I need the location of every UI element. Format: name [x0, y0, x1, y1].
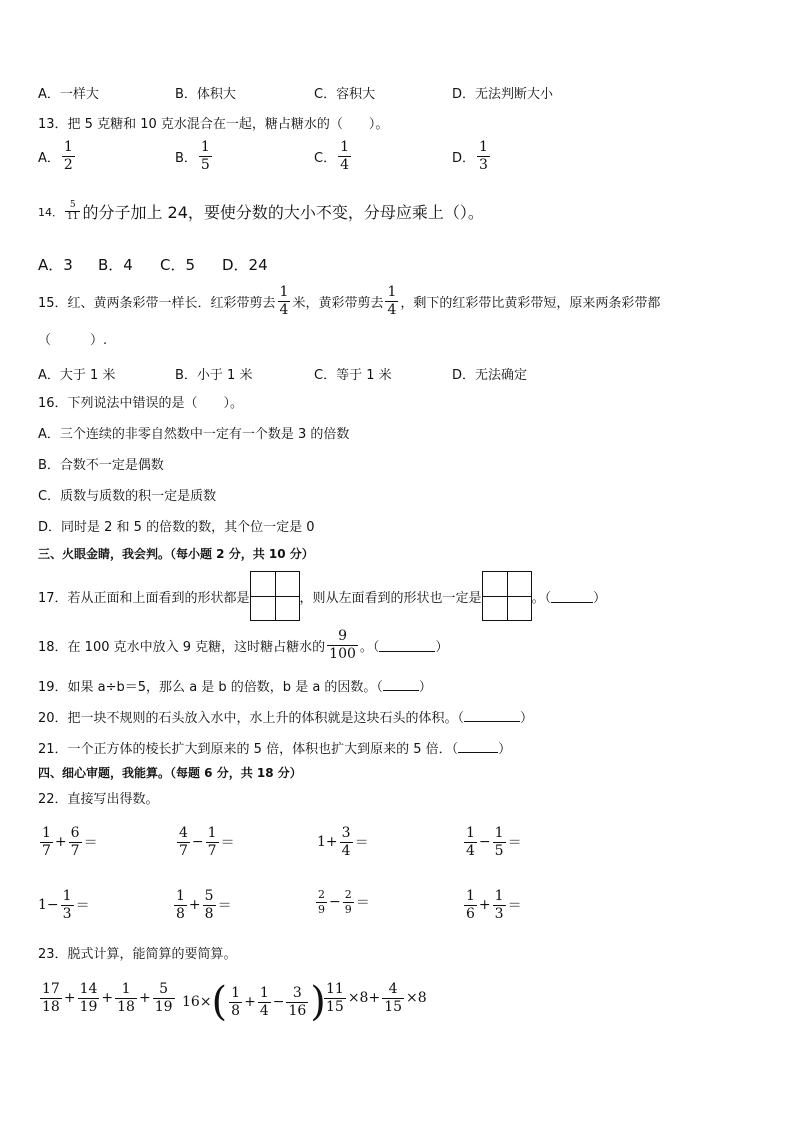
answer-blank[interactable] [379, 639, 435, 652]
q22-r1-item-1: 1 7 + $\frac{6}{7}$ ＝ [42, 825, 98, 859]
q22-r1-item-4: 1 4 − $\frac{1}{5}$ ＝ [466, 825, 522, 859]
fraction: $\frac{11}{15}$ [326, 981, 344, 1015]
fraction: $\frac{3}{16}$ [288, 984, 307, 1019]
answer-blank[interactable] [464, 709, 520, 722]
fraction: $\frac{14}{19}$ [79, 981, 98, 1015]
fraction: $\frac{4}{15}$ [384, 981, 403, 1015]
fraction: $\frac{1}{3}$ [62, 888, 72, 922]
q12-option-a: A．一样大 [38, 87, 99, 102]
q23-expr-3: $\frac{11}{15}$ ×8+ $\frac{4}{15}$ ×8 [326, 981, 427, 1015]
fraction: $\frac{1}{7}$ [207, 825, 217, 859]
answer-blank[interactable] [458, 740, 498, 753]
q16-option-d: D．同时是 2 和 5 的倍数的数，其个位一定是 0 [38, 520, 315, 535]
q17-stem: 17．若从正面和上面看到的形状都是 ，则从左面看到的形状也一定是 。（ ） [38, 571, 606, 621]
fraction: 2 9 [318, 888, 325, 916]
fraction: $\frac{5}{8}$ [204, 888, 214, 922]
q15-option-a: A．大于 1 米 [38, 368, 116, 383]
q15-stem: 15．红、黄两条彩带一样长．红彩带剪去 1 4 米，黄彩带剪去 1 4 ，剩下的红彩带比黄彩带短，原来两条彩带都 [38, 284, 661, 318]
fraction: 1 4 [387, 284, 397, 318]
q14-option-b: B．4 [98, 256, 133, 274]
fraction: 1 3 [479, 139, 488, 173]
q14-stem: 14． 5 11 的分子加上 24，要使分数的大小不变，分母应乘上（）。 [38, 199, 484, 222]
fraction: $\frac{6}{7}$ [70, 825, 80, 859]
q23-expr-2: 16× ( 1 8 + $\frac{1}{4}$ − $\frac{3}{16}$ ) [182, 979, 326, 1025]
q16-option-a: A．三个连续的非零自然数中一定有一个数是 3 的倍数 [38, 427, 350, 442]
q22-r1-item-3: 1+ $\frac{3}{4}$ ＝ [317, 825, 369, 859]
fraction: $\frac{2}{9}$ [344, 888, 352, 916]
q23-stem: 23．脱式计算，能简算的要简算。 [38, 947, 237, 962]
q14-option-c: C．5 [160, 256, 196, 274]
q13-option-c: C． 1 4 [314, 139, 349, 173]
q16-stem: 16．下列说法中错误的是（ ）。 [38, 396, 244, 411]
answer-blank[interactable] [551, 590, 593, 603]
q12-option-b: B．体积大 [175, 87, 236, 102]
q16-option-c: C．质数与质数的积一定是质数 [38, 489, 217, 504]
q13-option-a: A． 1 2 [38, 139, 73, 173]
grid-figure-1 [250, 571, 300, 621]
q18-stem: 18．在 100 克水中放入 9 克糖，这时糖占糖水的 9 100 。（ ） [38, 628, 449, 662]
fraction: $\frac{5}{19}$ [154, 981, 173, 1015]
q22-r2-item-3: 2 9 − $\frac{2}{9}$ ＝ [318, 888, 370, 916]
q20-stem: 20．把一块不规则的石头放入水中，水上升的体积就是这块石头的体积。（ ） [38, 711, 534, 726]
fraction: 1 8 [176, 888, 185, 922]
fraction: 1 4 [279, 284, 289, 318]
fraction: 1 2 [63, 139, 73, 173]
q16-option-b: B．合数不一定是偶数 [38, 458, 164, 473]
q22-r2-item-2: 1 8 + $\frac{5}{8}$ ＝ [176, 888, 232, 922]
q23-expr-1: 17 18 + $\frac{14}{19}$ + $\frac{1}{18}$ + $\frac{5}{19}$ [42, 981, 173, 1015]
q22-r1-item-2: 4 7 − $\frac{1}{7}$ ＝ [179, 825, 235, 859]
fraction: $\frac{1}{4}$ [259, 984, 269, 1019]
fraction: 1 4 [340, 139, 349, 173]
answer-blank[interactable] [383, 678, 419, 691]
grid-figure-2 [482, 571, 532, 621]
section-3-heading: 三、火眼金睛，我会判。（每小题 2 分，共 10 分） [38, 547, 314, 561]
q22-stem: 22．直接写出得数。 [38, 792, 159, 807]
right-paren: ) [310, 979, 326, 1025]
fraction: 17 18 [42, 981, 60, 1015]
q14-option-d: D．24 [222, 256, 268, 274]
q22-r2-item-4: 1 6 + $\frac{1}{3}$ ＝ [466, 888, 522, 922]
fraction: $\frac{3}{4}$ [341, 825, 351, 859]
q12-option-d: D．无法判断大小 [452, 87, 554, 102]
fraction: 5 11 [67, 199, 79, 222]
q13-option-b: B． 1 5 [175, 139, 210, 173]
q15-option-b: B．小于 1 米 [175, 368, 253, 383]
q12-option-c: C．容积大 [314, 87, 376, 102]
q19-stem: 19．如果 a÷b＝5，那么 a 是 b 的倍数，b 是 a 的因数。（ ） [38, 680, 432, 695]
q22-r2-item-1: 1− $\frac{1}{3}$ ＝ [38, 888, 90, 922]
q13-option-d: D． 1 3 [452, 139, 488, 173]
fraction: $\frac{1}{3}$ [494, 888, 504, 922]
fraction: $\frac{1}{5}$ [494, 825, 504, 859]
q14-option-a: A．3 [38, 256, 73, 274]
q13-stem: 13．把 5 克糖和 10 克水混合在一起，糖占糖水的（ ）。 [38, 117, 389, 132]
q21-stem: 21．一个正方体的棱长扩大到原来的 5 倍，体积也扩大到原来的 5 倍．（ ） [38, 742, 512, 757]
fraction: 1 5 [200, 139, 210, 173]
fraction: 1 7 [42, 825, 51, 859]
fraction: 4 7 [179, 825, 188, 859]
q15-option-d: D．无法确定 [452, 368, 528, 383]
fraction: 1 4 [466, 825, 475, 859]
fraction: 1 6 [466, 888, 475, 922]
section-4-heading: 四、细心审题，我能算。（每题 6 分，共 18 分） [38, 766, 302, 780]
q15-option-c: C．等于 1 米 [314, 368, 392, 383]
q15-stem-line2: （ ）. [38, 333, 108, 348]
fraction: $\frac{1}{18}$ [117, 981, 135, 1015]
left-paren: ( [211, 979, 228, 1025]
fraction: 9 100 [329, 628, 356, 662]
fraction: 1 8 [231, 984, 241, 1019]
